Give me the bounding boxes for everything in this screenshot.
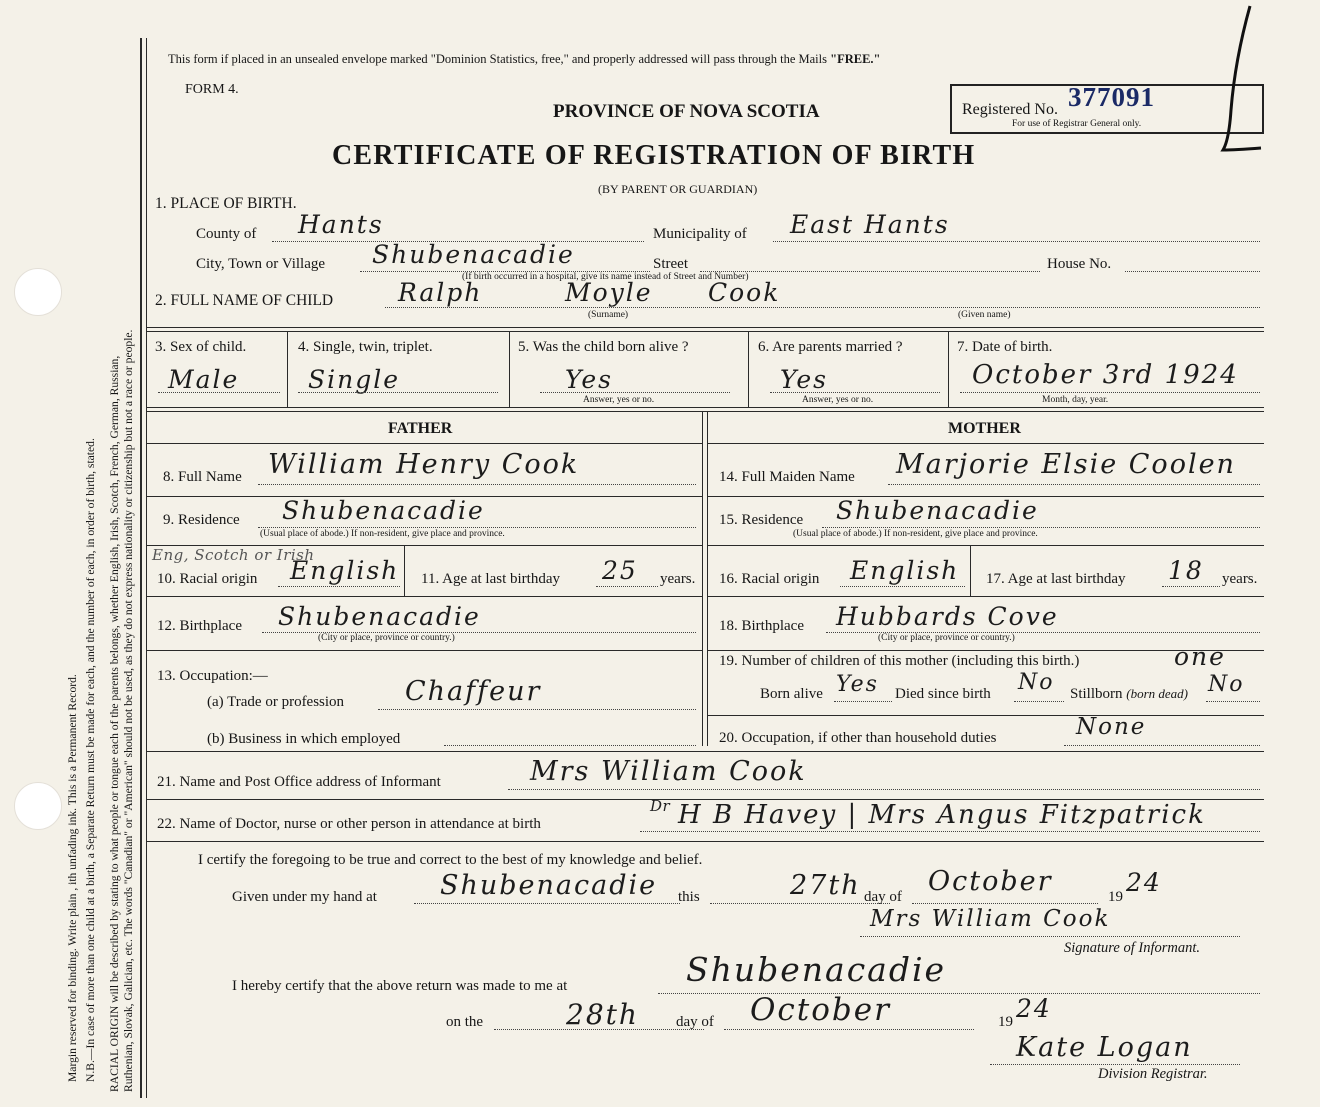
house-number-label: House No. [1047, 256, 1112, 272]
county-value: Hants [298, 210, 384, 239]
margin-note-multiple-births: N.B.—In case of more than one child at a birth, a Separate Return must be made for each, and the number of each, in order of birth, stated. [84, 438, 97, 1082]
mother-residence-value: Shubenacadie [836, 496, 1039, 525]
county-label: County of [196, 226, 257, 242]
mother-residence-note: (Usual place of abode.) If non-resident, give place and province. [793, 529, 1038, 539]
father-race-value: English [290, 556, 400, 585]
city-value: Shubenacadie [372, 240, 575, 269]
registry-pen-mark [1215, 0, 1265, 160]
father-age-value: 25 [602, 556, 638, 585]
registrar-on-the-label: on the [446, 1014, 484, 1030]
province-heading: PROVINCE OF NOVA SCOTIA [553, 101, 820, 122]
father-age-years: years. [660, 571, 696, 587]
informant-certification: I certify the foregoing to be true and correct to the best of my knowledge and belief. [198, 852, 703, 868]
father-residence-label: 9. Residence [163, 512, 240, 528]
father-residence-value: Shubenacadie [282, 496, 485, 525]
place-of-birth-heading: 1. PLACE OF BIRTH. [155, 195, 297, 212]
mailing-notice: This form if placed in an unsealed envelope marked "Dominion Statistics, free," and properly addressed will pass through the Mails "FREE." [168, 52, 881, 66]
registrar-year-value: 24 [1016, 994, 1052, 1023]
child-surname: Cook [708, 278, 781, 307]
attendant-label: 22. Name of Doctor, nurse or other person in attendance at birth [157, 816, 541, 832]
born-alive-count-label: Born alive [760, 686, 823, 702]
surname-note: (Surname) [588, 310, 629, 320]
father-heading: FATHER [388, 420, 453, 437]
attendant-dr-prefix: Dr [650, 797, 671, 815]
municipality-label: Municipality of [653, 226, 747, 242]
mother-name-label: 14. Full Maiden Name [719, 469, 855, 485]
informant-value: Mrs William Cook [530, 756, 807, 787]
father-name-label: 8. Full Name [163, 469, 242, 485]
registered-number-label: Registered No. [962, 101, 1058, 118]
father-occupation-label: 13. Occupation:— [157, 668, 268, 684]
mother-race-value: English [850, 556, 960, 585]
attendant-value: H B Havey | Mrs Angus Fitzpatrick [678, 800, 1206, 830]
punch-hole-bottom [14, 782, 62, 830]
died-since-birth-value: No [1018, 670, 1055, 695]
given-at-label: Given under my hand at [232, 889, 377, 905]
punch-hole-top [14, 268, 62, 316]
died-since-birth-label: Died since birth [895, 686, 991, 702]
born-alive-count-value: Yes [836, 672, 879, 697]
born-alive-note: Answer, yes or no. [583, 395, 655, 405]
mother-birthplace-value: Hubbards Cove [836, 602, 1059, 631]
parents-married-value: Yes [780, 365, 828, 394]
birth-date-label: 7. Date of birth. [957, 339, 1053, 355]
informant-signature-label: Signature of Informant. [1064, 940, 1201, 956]
form-number: FORM 4. [185, 82, 239, 97]
given-this-label: this [678, 889, 700, 905]
mother-occupation-value: None [1076, 714, 1147, 740]
registrar-month-value: October [750, 992, 891, 1028]
registrar-year-prefix: 19 [998, 1014, 1013, 1030]
given-year-prefix: 19 [1108, 889, 1123, 905]
parents-married-note: Answer, yes or no. [802, 395, 874, 405]
street-label: Street [653, 256, 688, 272]
born-alive-value: Yes [565, 365, 613, 394]
hospital-note: (If birth occurred in a hospital, give its name instead of Street and Number) [462, 272, 749, 282]
city-label: City, Town or Village [196, 256, 326, 272]
birth-date-note: Month, day, year. [1042, 395, 1109, 405]
father-business-label: (b) Business in which employed [207, 731, 401, 747]
born-alive-label: 5. Was the child born alive ? [518, 339, 689, 355]
stillborn-value: No [1208, 672, 1245, 697]
margin-note-binding: Margin reserved for binding. Write plain , ith unfading ink. This is a Permanent Record. [66, 674, 79, 1082]
mother-residence-label: 15. Residence [719, 512, 804, 528]
sex-label: 3. Sex of child. [155, 339, 247, 355]
parents-married-label: 6. Are parents married ? [758, 339, 903, 355]
plurality-label: 4. Single, twin, triplet. [298, 339, 433, 355]
father-trade-value: Chaffeur [405, 676, 542, 707]
given-name-note: (Given name) [958, 310, 1011, 320]
mother-age-label: 17. Age at last birthday [986, 571, 1126, 587]
sex-value: Male [168, 365, 240, 394]
child-given-name-1: Ralph [398, 278, 483, 307]
form-left-border-inner [146, 38, 147, 1098]
mother-birthplace-label: 18. Birthplace [719, 618, 804, 634]
mother-age-value: 18 [1168, 556, 1204, 585]
page-subtitle: (BY PARENT OR GUARDIAN) [598, 182, 758, 196]
registrar-place: Shubenacadie [686, 950, 947, 989]
father-age-label: 11. Age at last birthday [421, 571, 560, 587]
child-given-name-2: Moyle [565, 278, 653, 307]
registrar-signature-label: Division Registrar. [1098, 1066, 1208, 1082]
mother-children-value: one [1174, 642, 1226, 671]
father-birthplace-value: Shubenacadie [278, 602, 481, 631]
given-month-value: October [928, 866, 1053, 897]
father-race-label: 10. Racial origin [157, 571, 258, 587]
plurality-value: Single [308, 365, 401, 394]
informant-label: 21. Name and Post Office address of Informant [157, 774, 441, 790]
mother-birthplace-note: (City or place, province or country.) [878, 633, 1015, 643]
mother-occupation-label: 20. Occupation, if other than household duties [719, 730, 997, 746]
father-race-annotation: Eng, Scotch or Irish [152, 546, 315, 564]
registered-number-note: For use of Registrar General only. [1012, 119, 1142, 129]
mother-age-years: years. [1222, 571, 1258, 587]
registered-number-value: 377091 [1068, 82, 1155, 112]
father-birthplace-note: (City or place, province or country.) [318, 633, 455, 643]
child-name-label: 2. FULL NAME OF CHILD [155, 292, 334, 309]
page-title: CERTIFICATE OF REGISTRATION OF BIRTH [332, 140, 976, 171]
given-day-value: 27th [790, 870, 861, 901]
stillborn-label: Stillborn (born dead) [1070, 686, 1189, 702]
registrar-certification: I hereby certify that the above return was made to me at [232, 978, 568, 994]
informant-signature: Mrs William Cook [870, 906, 1111, 932]
father-birthplace-label: 12. Birthplace [157, 618, 242, 634]
mother-race-label: 16. Racial origin [719, 571, 820, 587]
given-year-value: 24 [1126, 868, 1162, 897]
father-trade-label: (a) Trade or profession [207, 694, 345, 710]
birth-date-value: October 3rd 1924 [972, 360, 1239, 390]
form-left-border [140, 38, 142, 1098]
given-at-place: Shubenacadie [440, 870, 658, 901]
registrar-signature: Kate Logan [1016, 1032, 1193, 1063]
margin-note-racial-origin: RACIAL ORIGIN will be described by stating to what people or tongue each of the parents belongs, whether English, Irish, Scotch, French, German, Russian, [108, 355, 121, 1092]
father-name-value: William Henry Cook [268, 449, 580, 480]
municipality-value: East Hants [790, 210, 950, 239]
registrar-day-of-label: day of [676, 1014, 714, 1030]
mother-heading: MOTHER [948, 420, 1021, 437]
registrar-day-value: 28th [566, 998, 639, 1031]
margin-note-racial-origin-2: Ruthenian, Slovak, Galician, etc. The words "Canadian" or "American" should not be used, as they do not express nationality or citizenship but not a race or people. [122, 329, 135, 1092]
given-day-of-label: day of [864, 889, 902, 905]
mother-name-value: Marjorie Elsie Coolen [896, 449, 1236, 480]
father-residence-note: (Usual place of abode.) If non-resident, give place and province. [260, 529, 505, 539]
mother-children-label: 19. Number of children of this mother (including this birth.) [719, 653, 1080, 669]
